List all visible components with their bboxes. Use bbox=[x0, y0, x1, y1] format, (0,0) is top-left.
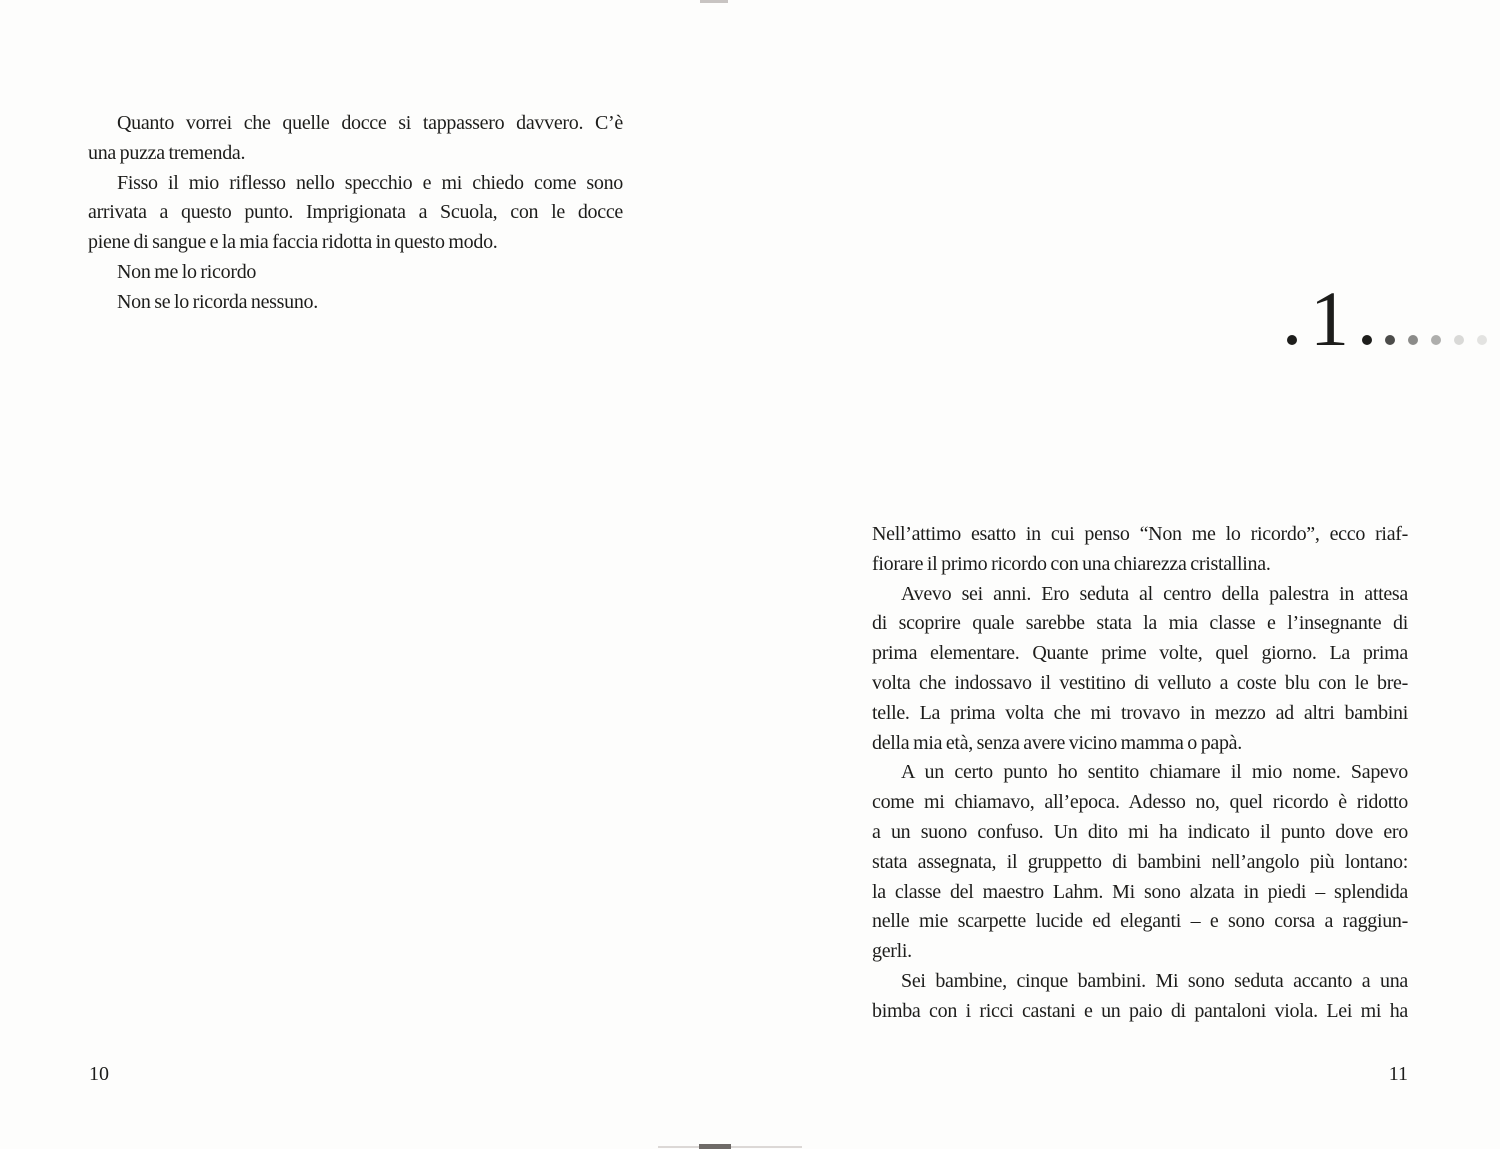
text-line: una puzza tremenda. bbox=[88, 141, 246, 164]
text-line: Non se lo ricorda nessuno. bbox=[117, 290, 318, 313]
text-line: piene di sangue e la mia faccia ridotta in questo modo. bbox=[88, 231, 498, 254]
left-text-block bbox=[88, 109, 623, 318]
text-line: nelle mie scarpette lucide ed eleganti – e sono corsa a raggiun- bbox=[872, 910, 1408, 933]
page-number-right: 11 bbox=[1388, 1063, 1408, 1085]
text-line: bimba con i ricci castani e un paio di pantaloni viola. Lei mi ha bbox=[872, 999, 1408, 1022]
text-line: A un certo punto ho sentito chiamare il mio nome. Sapevo bbox=[901, 761, 1408, 784]
chapter-lead-dot bbox=[1287, 335, 1297, 345]
text-line: Avevo sei anni. Ero seduta al centro della palestra in attesa bbox=[901, 582, 1408, 605]
chapter-trail-dot bbox=[1477, 335, 1487, 345]
text-line: di scoprire quale sarebbe stata la mia classe e l’insegnante di bbox=[872, 612, 1408, 635]
right-text-block bbox=[872, 520, 1408, 1027]
text-line: telle. La prima volta che mi trovavo in mezzo ad altri bambini bbox=[872, 701, 1408, 724]
chapter-trail-dot bbox=[1385, 335, 1395, 345]
text-line: prima elementare. Quante prime volte, quel giorno. La prima bbox=[872, 642, 1408, 665]
text-line: della mia età, senza avere vicino mamma o papà. bbox=[872, 731, 1242, 754]
text-line: volta che indossavo il vestitino di velluto a coste blu con le bre- bbox=[872, 671, 1408, 694]
text-line: Quanto vorrei che quelle docce si tappassero davvero. C’è bbox=[117, 112, 623, 134]
chapter-trail-dot bbox=[1408, 335, 1418, 345]
chapter-trail-dot bbox=[1454, 335, 1464, 345]
text-line: Non me lo ricordo bbox=[117, 260, 257, 283]
page-number-left: 10 bbox=[89, 1063, 109, 1085]
chapter-heading bbox=[1287, 275, 1487, 362]
print-mark-top bbox=[700, 0, 728, 3]
text-line: Sei bambine, cinque bambini. Mi sono seduta accanto a una bbox=[901, 969, 1408, 992]
text-line: Nell’attimo esatto in cui penso “Non me lo ricordo”, ecco riaf- bbox=[872, 523, 1408, 545]
text-line: gerli. bbox=[872, 940, 912, 963]
text-line: la classe del maestro Lahm. Mi sono alzata in piedi – splendida bbox=[872, 880, 1408, 903]
text-line: a un suono confuso. Un dito mi ha indicato il punto dove ero bbox=[872, 820, 1408, 843]
chapter-trail-dot bbox=[1362, 335, 1372, 345]
text-line: come mi chiamavo, all’epoca. Adesso no, quel ricordo è ridotto bbox=[872, 791, 1408, 814]
text-line: stata assegnata, il gruppetto di bambini nell’angolo più lontano: bbox=[872, 850, 1408, 873]
print-mark-bottom bbox=[699, 1144, 731, 1149]
chapter-trail-dot bbox=[1431, 335, 1441, 345]
text-line: Fisso il mio riflesso nello specchio e mi chiedo come sono bbox=[117, 171, 623, 194]
chapter-number: 1 bbox=[1310, 275, 1349, 362]
text-line: fiorare il primo ricordo con una chiarezza cristallina. bbox=[872, 552, 1271, 575]
text-line: arrivata a questo punto. Imprigionata a Scuola, con le docce bbox=[88, 201, 623, 224]
